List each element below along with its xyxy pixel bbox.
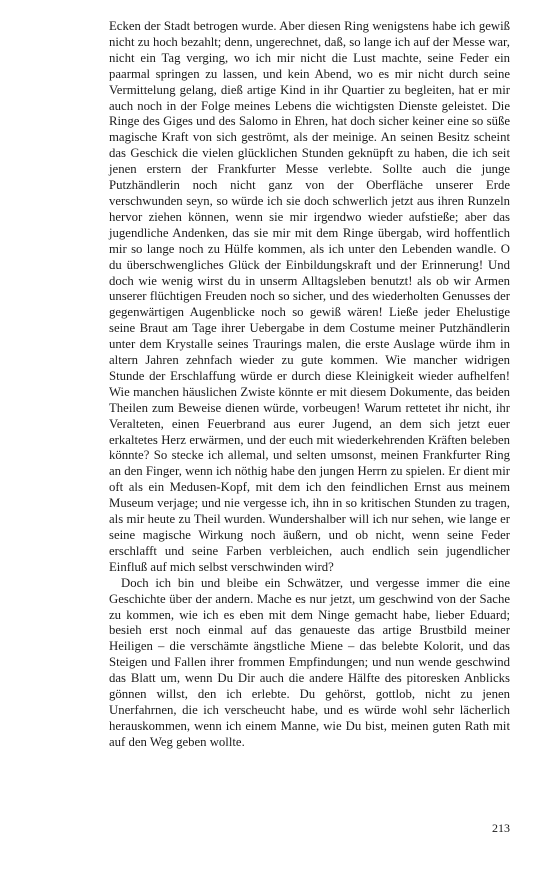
paragraph-2: Doch ich bin und bleibe ein Schwätzer, und vergesse immer die eine Geschichte über der andern. Mache es nur jetzt, um geschwind von der Sache zu kommen, wie ich es eben mit dem Ninge gemacht habe, lieber Eduard; besieh erst noch einmal auf das genaueste das artige Brustbild meiner Heiligen – die verschämte ängstliche Miene – das belebte Kolorit, und das Steigen und Fallen ihrer frommen Empfindungen; und nun wende geschwind das Blatt um, wenn Du Dir auch die andere Hälfte des pitoresken Anblicks gönnen willst, den ich erlebte. Du gehörst, gottlob, nicht zu jenen Unerfahrnen, die ich verscheucht habe, und es würde wohl sehr lächerlich herauskommen, wenn ich einem Manne, wie Du bist, meinen guten Rath mit auf den Weg geben wollte.: [109, 575, 510, 749]
body-text: [109, 19, 510, 751]
page-number: 213: [492, 821, 510, 835]
paragraph-1: Ecken der Stadt betrogen wurde. Aber diesen Ring wenigstens habe ich gewiß nicht zu hoch bezahlt; denn, ungerechnet, daß, so lange ich auf der Messe war, nicht ein Tag verging, wo ich mir nicht die Lust machte, seine Feder ein paarmal springen zu lassen, und kein Abend, wo es mir nicht durch seine Vermittelung gelang, dieß artige Kind in ihr Quartier zu begleiten, hat er mir auch noch in der Folge meines Lebens die wichtigsten Dienste geleistet. Die Ringe des Giges und des Salomo in Ehren, hat doch sicher keiner eine so süße magische Kraft von sich geströmt, als der meinige. An seinen Besitz scheint das Geschick die vielen glücklichen Stunden geknüpft zu haben, die ich seit jenen erstern der Frankfurter Messe verlebte. Sollte auch die junge Putzhändlerin noch nicht ganz von der Oberfläche unserer Erde verschwunden seyn, so würde ich sie doch schwerlich jetzt aus ihren Runzeln hervor ziehen können, wenn sie mir irgendwo wieder aufstieße; aber das jugendliche Andenken, das sie mir mit dem Ringe übergab, wird hoffentlich mir so lange noch zu Hülfe kommen, als ich unter den Lebenden wandle. O du überschwengliches Glück der Einbildungskraft und der Erinnerung! Und doch wie wenig wirst du in unserm Alltagsleben benutzt! als ob wir Armen unserer flüchtigen Freuden noch so sicher, und des wiederholten Genusses der gegenwärtigen Augenblicke noch so gewiß wären! Ließe jeder Ehelustige seine Braut am Tage ihrer Uebergabe in dem Costume meiner Putzhändlerin unter dem Krystalle seines Traurings malen, die erste Auslage würde ihm in altern Jahren zehnfach wieder zu gute kommen. Wie mancher widrigen Stunde der Erschlaffung würde er durch diese Kleinigkeit wieder aufhelfen! Wie manchen häuslichen Zwiste könnte er mit diesem Dokumente, das beiden Theilen zum Beweise dienen würde, vorbeugen! Warum rettetet ihr nicht, ihr Veralteten, einen Feuerbrand aus eurer Jugend, an dem sich jetzt euer erkaltetes Herz erwärmen, und der euch mit wiederkehrenden Kräften beleben könnte? So stecke ich allemal, und selten umsonst, meinen Frankfurter Ring an den Finger, wenn ich nöthig habe den jungen Herrn zu spielen. Er dient mir oft als ein Medusen-Kopf, mit dem ich den feindlichen Ernst aus meinem Museum verjage; und nie vergesse ich, ihn in so kritischen Stunden zu tragen, als mir heute zu Theil wurden. Wundershalber will ich nur sehen, wie lange er seine magische Wirkung noch äußern, und ob nicht, wenn seine Feder erschlafft und seine Farben verbleichen, auch endlich sein jugendlicher Einfluß auf mich selbst verschwinden wird?: [109, 19, 510, 574]
